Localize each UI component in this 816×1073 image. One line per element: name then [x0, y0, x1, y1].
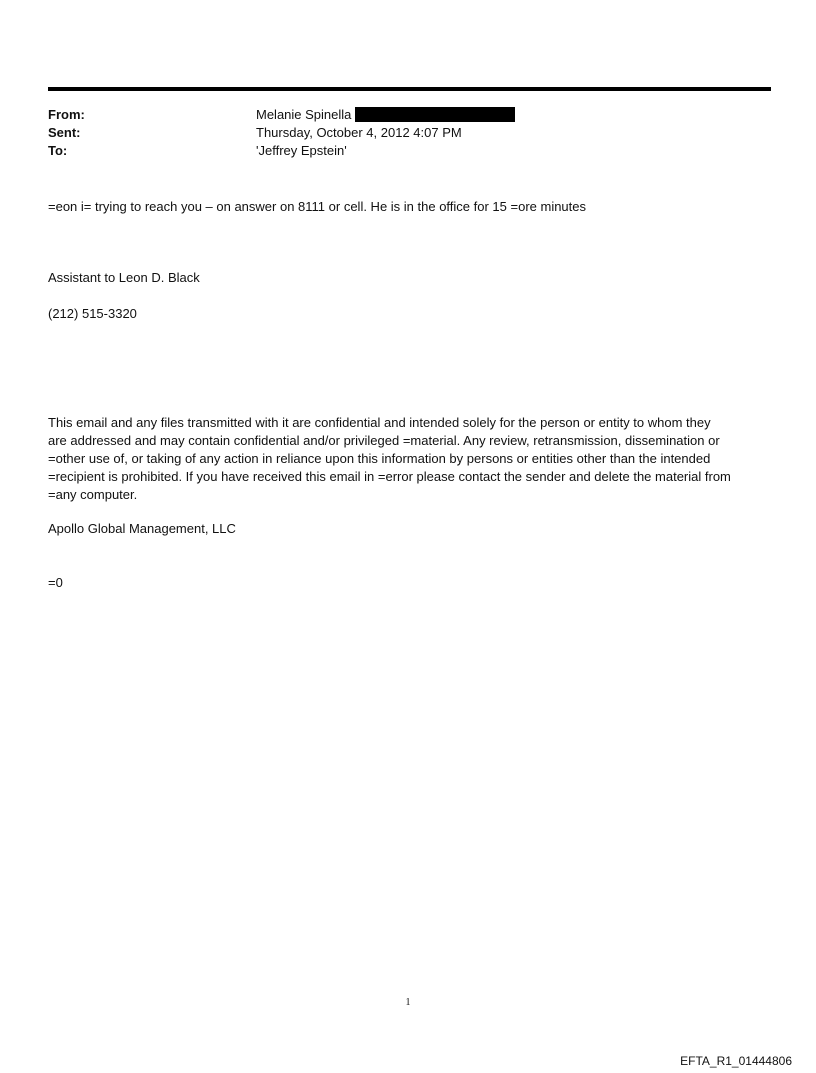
signature-title: Assistant to Leon D. Black	[48, 270, 200, 285]
from-label: From:	[48, 107, 85, 122]
company-name: Apollo Global Management, LLC	[48, 521, 236, 536]
to-label: To:	[48, 143, 68, 158]
message-text: =eon i= trying to reach you – on answer on 8111 or cell. He is in the office for 15 =ore minutes	[48, 199, 587, 214]
page-number: 1	[405, 997, 411, 1008]
sent-label: Sent:	[48, 125, 81, 140]
sent-row	[48, 124, 771, 142]
signature-phone: (212) 515-3320	[48, 306, 137, 321]
confidentiality-disclaimer: This email and any files transmitted with it are confidential and intended solely for the person or entity to whom they are addressed and may contain confidential and/or privileged =material. Any review, retransmission, dissemination or =other use of, or taking of any action in reliance upon this information by persons or entities other than the intended =recipient is prohibited. If you have received this email in =error please contact the sender and delete the material from =any computer.	[48, 415, 731, 502]
from-value-container	[256, 106, 515, 124]
from-row	[48, 106, 771, 124]
sent-value: Thursday, October 4, 2012 4:07 PM	[256, 125, 462, 140]
trailer-text: =0	[48, 575, 63, 590]
document-id: EFTA_R1_01444806	[680, 1054, 792, 1068]
to-value: 'Jeffrey Epstein'	[256, 143, 347, 158]
header-divider	[48, 87, 771, 91]
redaction-bar	[355, 107, 515, 122]
from-value: Melanie Spinella	[256, 107, 352, 122]
to-row	[48, 142, 771, 160]
